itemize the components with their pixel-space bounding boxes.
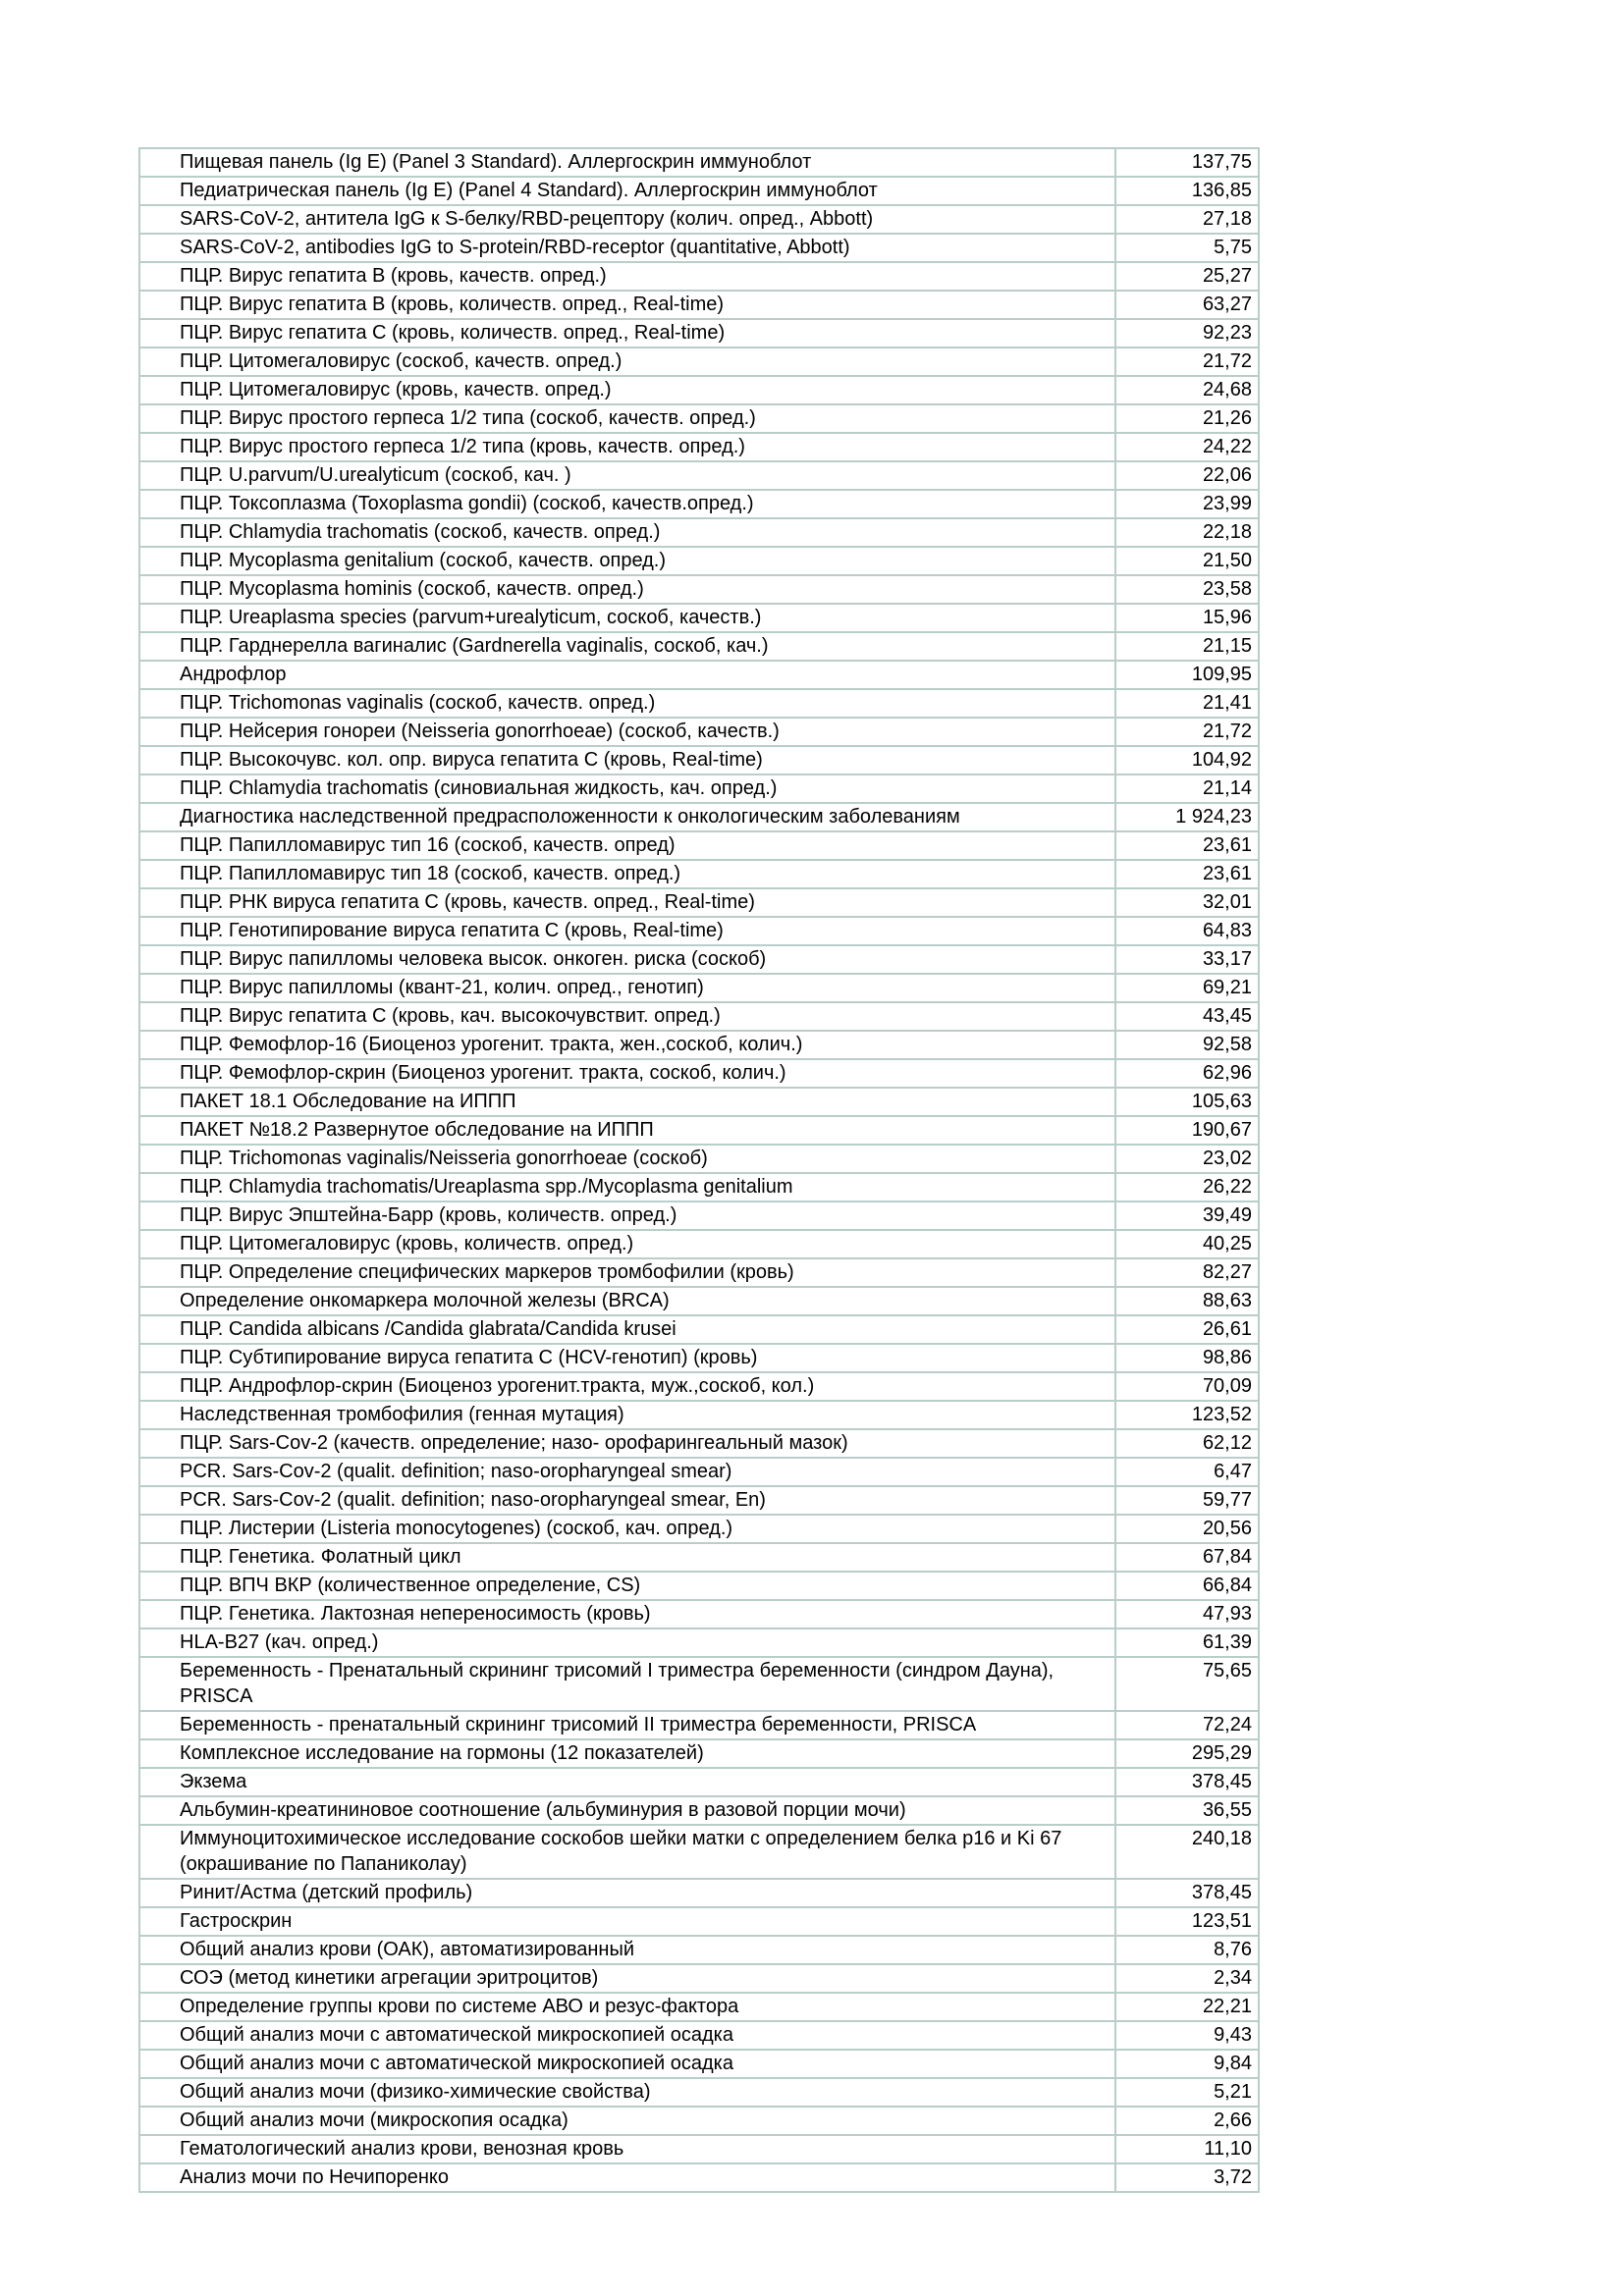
service-name-cell: ПЦР. Листерии (Listeria monocytogenes) (соскоб, кач. опред.)	[139, 1515, 1115, 1543]
table-row	[139, 661, 1259, 689]
service-name-cell: ПЦР. Папилломавирус тип 16 (соскоб, качеств. опред)	[139, 831, 1115, 860]
table-row	[139, 2135, 1259, 2163]
table-row	[139, 1879, 1259, 1907]
service-name-cell: ПАКЕТ №18.2 Развернутое обследование на ИППП	[139, 1116, 1115, 1145]
table-row	[139, 860, 1259, 888]
table-row	[139, 1458, 1259, 1486]
price-cell: 72,24	[1115, 1711, 1259, 1739]
service-name-cell: ПЦР. Вирус гепатита С (кровь, кач. высокочувствит. опред.)	[139, 1002, 1115, 1031]
price-cell: 69,21	[1115, 974, 1259, 1002]
service-name-cell: ПЦР. Вирус простого герпеса 1/2 типа (кровь, качеств. опред.)	[139, 433, 1115, 461]
service-name-cell: ПЦР. Sars-Cov-2 (качеств. определение; назо- орофарингеальный мазок)	[139, 1429, 1115, 1458]
price-cell: 21,15	[1115, 632, 1259, 661]
price-cell: 9,43	[1115, 2021, 1259, 2050]
price-cell: 11,10	[1115, 2135, 1259, 2163]
service-name-cell: SARS-CoV-2, антитела IgG к S-белку/RBD-рецептору (колич. опред., Abbott)	[139, 205, 1115, 234]
service-name-cell: Наследственная тромбофилия (генная мутация)	[139, 1401, 1115, 1429]
table-row	[139, 1088, 1259, 1116]
service-name-cell: ПЦР. Trichomonas vaginalis/Neisseria gonorrhoeae (соскоб)	[139, 1145, 1115, 1173]
table-row	[139, 1315, 1259, 1344]
table-row	[139, 1258, 1259, 1287]
price-cell: 23,99	[1115, 490, 1259, 518]
service-name-cell: ПЦР. Фемофлор-16 (Биоценоз урогенит. тракта, жен.,соскоб, колич.)	[139, 1031, 1115, 1059]
table-row	[139, 2163, 1259, 2192]
price-cell: 378,45	[1115, 1768, 1259, 1796]
table-row	[139, 1287, 1259, 1315]
service-name-cell: ПЦР. U.parvum/U.urealyticum (соскоб, кач. )	[139, 461, 1115, 490]
service-name-cell: ПЦР. Вирус гепатита С (кровь, количеств. опред., Real-time)	[139, 319, 1115, 347]
price-list-table	[138, 147, 1260, 2193]
price-cell: 2,34	[1115, 1964, 1259, 1993]
service-name-cell: ПЦР. Нейсерия гонореи (Neisseria gonorrhoeae) (соскоб, качеств.)	[139, 718, 1115, 746]
service-name-cell: Иммуноцитохимическое исследование соскобов шейки матки с определением белка p16 и Ki 67 (окрашивание по Папаниколау)	[139, 1825, 1115, 1879]
price-cell: 26,61	[1115, 1315, 1259, 1344]
price-cell: 9,84	[1115, 2050, 1259, 2078]
price-cell: 61,39	[1115, 1629, 1259, 1657]
table-row	[139, 888, 1259, 917]
service-name-cell: Определение группы крови по системе АВО и резус-фактора	[139, 1993, 1115, 2021]
service-name-cell: SARS-CoV-2, antibodies IgG to S-protein/RBD-receptor (quantitative, Abbott)	[139, 234, 1115, 262]
price-cell: 137,75	[1115, 148, 1259, 177]
service-name-cell: ПЦР. Субтипирование вируса гепатита С (HCV-генотип) (кровь)	[139, 1344, 1115, 1372]
service-name-cell: ПЦР. Mycoplasma genitalium (соскоб, качеств. опред.)	[139, 547, 1115, 575]
price-cell: 21,72	[1115, 347, 1259, 376]
service-name-cell: ПЦР. Mycoplasma hominis (соскоб, качеств. опред.)	[139, 575, 1115, 604]
price-cell: 22,21	[1115, 1993, 1259, 2021]
table-row	[139, 1515, 1259, 1543]
price-cell: 47,93	[1115, 1600, 1259, 1629]
table-row	[139, 291, 1259, 319]
service-name-cell: Педиатрическая панель (Ig E) (Panel 4 Standard). Аллергоскрин иммуноблот	[139, 177, 1115, 205]
table-row	[139, 917, 1259, 945]
table-row	[139, 1486, 1259, 1515]
table-row	[139, 1657, 1259, 1711]
price-cell: 23,58	[1115, 575, 1259, 604]
price-cell: 62,12	[1115, 1429, 1259, 1458]
price-cell: 21,41	[1115, 689, 1259, 718]
service-name-cell: ПЦР. Генетика. Фолатный цикл	[139, 1543, 1115, 1572]
service-name-cell: Андрофлор	[139, 661, 1115, 689]
service-name-cell: ПЦР. Ureaplasma species (parvum+urealyticum, соскоб, качеств.)	[139, 604, 1115, 632]
table-row	[139, 347, 1259, 376]
price-cell: 40,25	[1115, 1230, 1259, 1258]
table-row	[139, 718, 1259, 746]
service-name-cell: ПЦР. Chlamydia trachomatis/Ureaplasma spp./Mycoplasma genitalium	[139, 1173, 1115, 1201]
price-cell: 62,96	[1115, 1059, 1259, 1088]
price-cell: 20,56	[1115, 1515, 1259, 1543]
price-cell: 2,66	[1115, 2107, 1259, 2135]
service-name-cell: ПЦР. Фемофлор-скрин (Биоценоз урогенит. тракта, соскоб, колич.)	[139, 1059, 1115, 1088]
service-name-cell: ПЦР. Андрофлор-скрин (Биоценоз урогенит.тракта, муж.,соскоб, кол.)	[139, 1372, 1115, 1401]
table-row	[139, 1201, 1259, 1230]
table-row	[139, 1145, 1259, 1173]
price-cell: 21,50	[1115, 547, 1259, 575]
table-row	[139, 1173, 1259, 1201]
table-row	[139, 1059, 1259, 1088]
service-name-cell: Диагностика наследственной предрасположенности к онкологическим заболеваниям	[139, 803, 1115, 831]
price-cell: 39,49	[1115, 1201, 1259, 1230]
price-cell: 295,29	[1115, 1739, 1259, 1768]
service-name-cell: Беременность - пренатальный скрининг трисомий II триместра беременности, PRISCA	[139, 1711, 1115, 1739]
table-row	[139, 2107, 1259, 2135]
table-row	[139, 774, 1259, 803]
price-cell: 32,01	[1115, 888, 1259, 917]
price-cell: 5,75	[1115, 234, 1259, 262]
table-row	[139, 1936, 1259, 1964]
service-name-cell: Общий анализ мочи с автоматической микроскопией осадка	[139, 2021, 1115, 2050]
table-row	[139, 205, 1259, 234]
table-row	[139, 177, 1259, 205]
service-name-cell: ПЦР. Trichomonas vaginalis (соскоб, качеств. опред.)	[139, 689, 1115, 718]
price-cell: 21,26	[1115, 404, 1259, 433]
table-row	[139, 1401, 1259, 1429]
table-row	[139, 575, 1259, 604]
table-row	[139, 1964, 1259, 1993]
price-cell: 5,21	[1115, 2078, 1259, 2107]
service-name-cell: PCR. Sars-Cov-2 (qualit. definition; naso-oropharyngeal smear, En)	[139, 1486, 1115, 1515]
price-cell: 82,27	[1115, 1258, 1259, 1287]
service-name-cell: ПЦР. Определение специфических маркеров тромбофилии (кровь)	[139, 1258, 1115, 1287]
price-cell: 27,18	[1115, 205, 1259, 234]
price-cell: 240,18	[1115, 1825, 1259, 1879]
table-row	[139, 1825, 1259, 1879]
service-name-cell: ПЦР. Генотипирование вируса гепатита С (кровь, Real-time)	[139, 917, 1115, 945]
table-row	[139, 1344, 1259, 1372]
service-name-cell: Комплексное исследование на гормоны (12 показателей)	[139, 1739, 1115, 1768]
service-name-cell: ПЦР. Вирус простого герпеса 1/2 типа (соскоб, качеств. опред.)	[139, 404, 1115, 433]
table-row	[139, 148, 1259, 177]
price-cell: 22,18	[1115, 518, 1259, 547]
price-cell: 24,22	[1115, 433, 1259, 461]
price-cell: 64,83	[1115, 917, 1259, 945]
table-row	[139, 974, 1259, 1002]
service-name-cell: ПЦР. Chlamydia trachomatis (синовиальная жидкость, кач. опред.)	[139, 774, 1115, 803]
service-name-cell: ПЦР. Гарднерелла вагиналис (Gardnerella vaginalis, соскоб, кач.)	[139, 632, 1115, 661]
price-cell: 88,63	[1115, 1287, 1259, 1315]
table-row	[139, 945, 1259, 974]
service-name-cell: Гематологический анализ крови, венозная кровь	[139, 2135, 1115, 2163]
price-cell: 70,09	[1115, 1372, 1259, 1401]
service-name-cell: ПЦР. Вирус гепатита В (кровь, качеств. опред.)	[139, 262, 1115, 291]
table-row	[139, 632, 1259, 661]
service-name-cell: Общий анализ мочи (микроскопия осадка)	[139, 2107, 1115, 2135]
price-cell: 66,84	[1115, 1572, 1259, 1600]
table-row	[139, 1572, 1259, 1600]
price-cell: 190,67	[1115, 1116, 1259, 1145]
price-cell: 36,55	[1115, 1796, 1259, 1825]
table-row	[139, 547, 1259, 575]
table-row	[139, 1116, 1259, 1145]
table-row	[139, 376, 1259, 404]
service-name-cell: ПЦР. РНК вируса гепатита С (кровь, качеств. опред., Real-time)	[139, 888, 1115, 917]
service-name-cell: Беременность - Пренатальный скрининг трисомий I триместра беременности (синдром Дауна), PRISCA	[139, 1657, 1115, 1711]
table-row	[139, 746, 1259, 774]
price-cell: 1 924,23	[1115, 803, 1259, 831]
service-name-cell: Экзема	[139, 1768, 1115, 1796]
price-cell: 92,23	[1115, 319, 1259, 347]
table-row	[139, 604, 1259, 632]
table-row	[139, 2050, 1259, 2078]
price-cell: 43,45	[1115, 1002, 1259, 1031]
price-cell: 3,72	[1115, 2163, 1259, 2192]
service-name-cell: ПЦР. ВПЧ ВКР (количественное определение, CS)	[139, 1572, 1115, 1600]
table-row	[139, 319, 1259, 347]
service-name-cell: ПЦР. Вирус папилломы человека высок. онкоген. риска (соскоб)	[139, 945, 1115, 974]
service-name-cell: ПЦР. Цитомегаловирус (кровь, качеств. опред.)	[139, 376, 1115, 404]
price-cell: 75,65	[1115, 1657, 1259, 1711]
price-cell: 123,51	[1115, 1907, 1259, 1936]
table-row	[139, 2021, 1259, 2050]
table-row	[139, 518, 1259, 547]
table-row	[139, 1711, 1259, 1739]
service-name-cell: СОЭ (метод кинетики агрегации эритроцитов)	[139, 1964, 1115, 1993]
service-name-cell: ПЦР. Токсоплазма (Toxoplasma gondii) (соскоб, качеств.опред.)	[139, 490, 1115, 518]
service-name-cell: ПЦР. Candida albicans /Candida glabrata/Candida krusei	[139, 1315, 1115, 1344]
price-cell: 24,68	[1115, 376, 1259, 404]
price-cell: 6,47	[1115, 1458, 1259, 1486]
price-cell: 92,58	[1115, 1031, 1259, 1059]
price-cell: 25,27	[1115, 262, 1259, 291]
service-name-cell: Пищевая панель (Ig E) (Panel 3 Standard). Аллергоскрин иммуноблот	[139, 148, 1115, 177]
table-row	[139, 1796, 1259, 1825]
table-row	[139, 490, 1259, 518]
price-cell: 23,61	[1115, 860, 1259, 888]
price-cell: 63,27	[1115, 291, 1259, 319]
price-cell: 109,95	[1115, 661, 1259, 689]
price-cell: 21,72	[1115, 718, 1259, 746]
table-row	[139, 1907, 1259, 1936]
service-name-cell: HLA-B27 (кач. опред.)	[139, 1629, 1115, 1657]
service-name-cell: ПЦР. Вирус Эпштейна-Барр (кровь, количеств. опред.)	[139, 1201, 1115, 1230]
service-name-cell: ПЦР. Chlamydia trachomatis (соскоб, качеств. опред.)	[139, 518, 1115, 547]
service-name-cell: PCR. Sars-Cov-2 (qualit. definition; naso-oropharyngeal smear)	[139, 1458, 1115, 1486]
service-name-cell: ПЦР. Папилломавирус тип 18 (соскоб, качеств. опред.)	[139, 860, 1115, 888]
table-row	[139, 1543, 1259, 1572]
price-cell: 21,14	[1115, 774, 1259, 803]
service-name-cell: ПЦР. Вирус гепатита В (кровь, количеств. опред., Real-time)	[139, 291, 1115, 319]
table-row	[139, 262, 1259, 291]
service-name-cell: Общий анализ мочи (физико-химические свойства)	[139, 2078, 1115, 2107]
price-cell: 23,61	[1115, 831, 1259, 860]
table-row	[139, 404, 1259, 433]
price-cell: 104,92	[1115, 746, 1259, 774]
service-name-cell: Общий анализ крови (ОАК), автоматизированный	[139, 1936, 1115, 1964]
table-row	[139, 1739, 1259, 1768]
price-cell: 378,45	[1115, 1879, 1259, 1907]
table-row	[139, 803, 1259, 831]
service-name-cell: Ринит/Астма (детский профиль)	[139, 1879, 1115, 1907]
table-row	[139, 831, 1259, 860]
table-row	[139, 1002, 1259, 1031]
service-name-cell: ПАКЕТ 18.1 Обследование на ИППП	[139, 1088, 1115, 1116]
table-row	[139, 1768, 1259, 1796]
price-cell: 15,96	[1115, 604, 1259, 632]
price-cell: 123,52	[1115, 1401, 1259, 1429]
table-row	[139, 1429, 1259, 1458]
price-cell: 67,84	[1115, 1543, 1259, 1572]
service-name-cell: ПЦР. Цитомегаловирус (соскоб, качеств. опред.)	[139, 347, 1115, 376]
table-row	[139, 433, 1259, 461]
price-cell: 98,86	[1115, 1344, 1259, 1372]
table-row	[139, 1031, 1259, 1059]
service-name-cell: Анализ мочи по Нечипоренко	[139, 2163, 1115, 2192]
table-row	[139, 461, 1259, 490]
price-list-body	[139, 148, 1259, 2192]
table-row	[139, 689, 1259, 718]
price-cell: 26,22	[1115, 1173, 1259, 1201]
price-cell: 22,06	[1115, 461, 1259, 490]
service-name-cell: ПЦР. Цитомегаловирус (кровь, количеств. опред.)	[139, 1230, 1115, 1258]
price-cell: 33,17	[1115, 945, 1259, 974]
service-name-cell: Определение онкомаркера молочной железы (BRCA)	[139, 1287, 1115, 1315]
price-cell: 136,85	[1115, 177, 1259, 205]
service-name-cell: Общий анализ мочи с автоматической микроскопией осадка	[139, 2050, 1115, 2078]
service-name-cell: ПЦР. Высокочувс. кол. опр. вируса гепатита С (кровь, Real-time)	[139, 746, 1115, 774]
table-row	[139, 234, 1259, 262]
table-row	[139, 1993, 1259, 2021]
service-name-cell: Гастроскрин	[139, 1907, 1115, 1936]
table-row	[139, 1629, 1259, 1657]
service-name-cell: ПЦР. Генетика. Лактозная непереносимость (кровь)	[139, 1600, 1115, 1629]
service-name-cell: Альбумин-креатининовое соотношение (альбуминурия в разовой порции мочи)	[139, 1796, 1115, 1825]
price-cell: 59,77	[1115, 1486, 1259, 1515]
table-row	[139, 1230, 1259, 1258]
table-row	[139, 1600, 1259, 1629]
price-cell: 8,76	[1115, 1936, 1259, 1964]
price-cell: 23,02	[1115, 1145, 1259, 1173]
price-cell: 105,63	[1115, 1088, 1259, 1116]
table-row	[139, 2078, 1259, 2107]
service-name-cell: ПЦР. Вирус папилломы (квант-21, колич. опред., генотип)	[139, 974, 1115, 1002]
table-row	[139, 1372, 1259, 1401]
